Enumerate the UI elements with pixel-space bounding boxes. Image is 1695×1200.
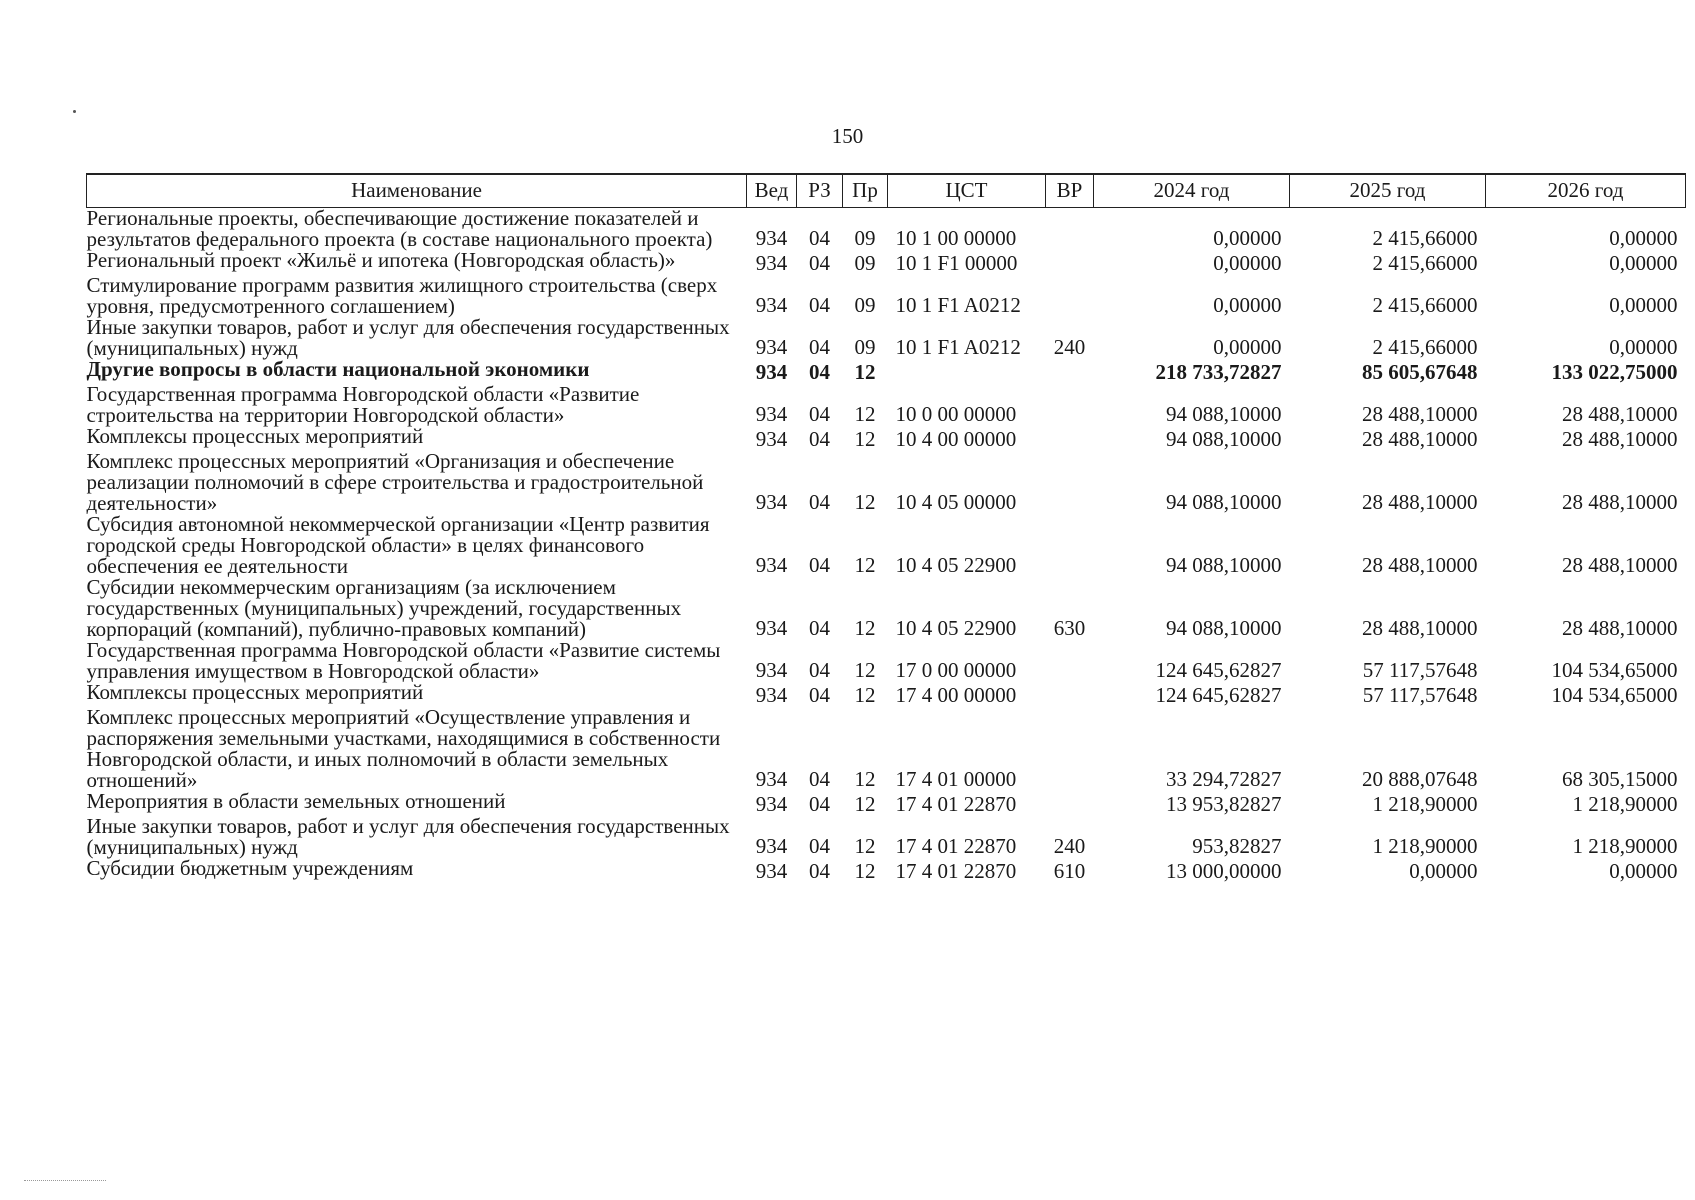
row-cst: 17 4 01 00000 (895, 767, 1017, 791)
row-rz: 04 (809, 251, 830, 275)
row-vr (1046, 426, 1094, 451)
budget-table (86, 173, 1686, 883)
row-2025: 85 605,67648 (1362, 360, 1478, 384)
row-ved: 934 (755, 360, 788, 384)
row-2025: 1 218,90000 (1372, 792, 1478, 816)
row-ved: 934 (755, 402, 788, 426)
row-pr: 12 (854, 427, 876, 451)
row-rz: 04 (809, 490, 830, 514)
row-ved: 934 (755, 490, 788, 514)
row-2026: 28 488,10000 (1562, 553, 1678, 577)
row-pr: 12 (854, 792, 876, 816)
row-ved: 934 (755, 683, 788, 707)
row-name: Государственная программа Новгородской области «Развитие системы управления имуществом в Новгородской области» (86, 638, 721, 683)
row-2024: 13 953,82827 (1166, 792, 1282, 816)
row-2026: 1 218,90000 (1572, 792, 1678, 816)
row-2024: 124 645,62827 (1155, 658, 1282, 682)
row-2024: 94 088,10000 (1166, 553, 1282, 577)
table-body (87, 208, 1686, 884)
row-vr (1046, 359, 1094, 384)
row-2025: 20 888,07648 (1362, 767, 1478, 791)
row-2024: 94 088,10000 (1166, 616, 1282, 640)
row-2026: 0,00000 (1609, 293, 1678, 317)
row-2025: 28 488,10000 (1362, 490, 1478, 514)
table-row (87, 208, 1686, 251)
table-row (87, 250, 1686, 275)
row-2024: 218 733,72827 (1155, 360, 1282, 384)
row-pr: 12 (854, 360, 876, 384)
row-rz: 04 (809, 767, 830, 791)
row-rz: 04 (809, 553, 830, 577)
row-name: Комплексы процессных мероприятий (86, 424, 424, 448)
row-2026: 68 305,15000 (1562, 767, 1678, 791)
row-name: Государственная программа Новгородской области «Развитие строительства на территории Новгородской области» (86, 382, 640, 427)
row-vr (1046, 250, 1094, 275)
table-row (87, 791, 1686, 816)
table-row (87, 359, 1686, 384)
row-rz: 04 (809, 335, 830, 359)
row-2025: 28 488,10000 (1362, 427, 1478, 451)
header-2026: 2026 год (1486, 174, 1686, 208)
table-row (87, 451, 1686, 514)
row-name: Иные закупки товаров, работ и услуг для обеспечения государственных (муниципальных) нужд (86, 814, 730, 859)
row-cst: 10 4 05 22900 (895, 616, 1017, 640)
row-cst: 10 4 05 22900 (895, 553, 1017, 577)
row-2025: 0,00000 (1409, 859, 1478, 883)
row-2025: 28 488,10000 (1362, 553, 1478, 577)
row-vr (1046, 451, 1094, 514)
row-rz: 04 (809, 402, 830, 426)
row-pr: 12 (854, 490, 876, 514)
row-2025: 57 117,57648 (1362, 683, 1478, 707)
header-2024: 2024 год (1094, 174, 1290, 208)
row-vr: 240 (1053, 834, 1086, 858)
row-cst: 10 0 00 00000 (895, 402, 1017, 426)
row-2024: 0,00000 (1213, 226, 1282, 250)
header-vr: ВР (1046, 174, 1094, 208)
row-name: Другие вопросы в области национальной экономики (86, 357, 590, 381)
row-vr (1046, 791, 1094, 816)
row-ved: 934 (755, 293, 788, 317)
row-rz: 04 (809, 834, 830, 858)
row-pr: 09 (854, 251, 876, 275)
row-ved: 934 (755, 658, 788, 682)
row-2024: 0,00000 (1213, 251, 1282, 275)
row-2025: 1 218,90000 (1372, 834, 1478, 858)
row-vr (1046, 514, 1094, 577)
row-2024: 124 645,62827 (1155, 683, 1282, 707)
row-2025: 28 488,10000 (1362, 616, 1478, 640)
row-2026: 0,00000 (1609, 859, 1678, 883)
row-rz: 04 (809, 226, 830, 250)
row-cst: 17 4 01 22870 (895, 792, 1017, 816)
row-2026: 0,00000 (1609, 335, 1678, 359)
row-2024: 94 088,10000 (1166, 490, 1282, 514)
row-2025: 2 415,66000 (1372, 293, 1478, 317)
row-2026: 28 488,10000 (1562, 402, 1678, 426)
row-ved: 934 (755, 335, 788, 359)
row-rz: 04 (809, 792, 830, 816)
row-pr: 12 (854, 834, 876, 858)
scan-mark (24, 1180, 106, 1182)
row-ved: 934 (755, 226, 788, 250)
row-2024: 13 000,00000 (1166, 859, 1282, 883)
row-rz: 04 (809, 658, 830, 682)
row-cst: 10 4 00 00000 (895, 427, 1017, 451)
row-rz: 04 (809, 616, 830, 640)
table-row (87, 682, 1686, 707)
row-2026: 0,00000 (1609, 251, 1678, 275)
row-2026: 133 022,75000 (1551, 360, 1678, 384)
table-row (87, 816, 1686, 858)
row-ved: 934 (755, 834, 788, 858)
row-2025: 2 415,66000 (1372, 226, 1478, 250)
row-cst: 10 1 F1 A0212 (895, 293, 1021, 317)
row-name: Субсидии некоммерческим организациям (за исключением государственных (муниципальных) учреждений, государственных корпораций (компаний), публично-правовых компаний) (86, 575, 682, 641)
row-pr: 12 (854, 402, 876, 426)
row-pr: 12 (854, 658, 876, 682)
row-ved: 934 (755, 616, 788, 640)
row-2025: 2 415,66000 (1372, 251, 1478, 275)
table-header (87, 174, 1686, 208)
row-2024: 33 294,72827 (1166, 767, 1282, 791)
row-pr: 09 (854, 335, 876, 359)
row-2026: 28 488,10000 (1562, 490, 1678, 514)
row-name: Иные закупки товаров, работ и услуг для обеспечения государственных (муниципальных) нужд (86, 315, 730, 360)
row-rz: 04 (809, 360, 830, 384)
row-name: Региональный проект «Жильё и ипотека (Новгородская область)» (86, 248, 676, 272)
row-name: Региональные проекты, обеспечивающие достижение показателей и результатов федерального проекта (в составе национального проекта) (86, 206, 713, 251)
row-cst: 17 4 01 22870 (895, 859, 1017, 883)
row-2024: 94 088,10000 (1166, 402, 1282, 426)
row-vr: 610 (1053, 859, 1086, 883)
row-pr: 12 (854, 859, 876, 883)
row-rz: 04 (809, 427, 830, 451)
table-row (87, 317, 1686, 359)
row-2025: 57 117,57648 (1362, 658, 1478, 682)
row-pr: 09 (854, 226, 876, 250)
row-pr: 12 (854, 767, 876, 791)
row-cst: 17 4 00 00000 (895, 683, 1017, 707)
row-vr: 240 (1053, 335, 1086, 359)
row-2024: 0,00000 (1213, 335, 1282, 359)
row-pr: 12 (854, 683, 876, 707)
table-row (87, 384, 1686, 426)
page-number: 150 (831, 124, 864, 148)
row-cst: 10 1 F1 00000 (895, 251, 1018, 275)
header-cst: ЦСТ (888, 174, 1046, 208)
row-2026: 28 488,10000 (1562, 427, 1678, 451)
header-2025: 2025 год (1290, 174, 1486, 208)
row-vr (1046, 707, 1094, 791)
row-cst: 17 4 01 22870 (895, 834, 1017, 858)
row-ved: 934 (755, 427, 788, 451)
row-cst: 10 1 F1 A0212 (895, 335, 1021, 359)
row-name: Субсидии бюджетным учреждениям (86, 856, 414, 880)
row-ved: 934 (755, 792, 788, 816)
row-ved: 934 (755, 859, 788, 883)
row-2025: 28 488,10000 (1362, 402, 1478, 426)
row-vr (1046, 384, 1094, 426)
row-ved: 934 (755, 553, 788, 577)
row-name: Комплекс процессных мероприятий «Осуществление управления и распоряжения земельными участками, находящимися в собственности Новгородской области, и иных полномочий в области земельных отношений» (86, 705, 721, 792)
row-vr (1046, 275, 1094, 317)
row-name: Мероприятия в области земельных отношений (86, 789, 506, 813)
header-name: Наименование (87, 174, 747, 208)
row-2024: 0,00000 (1213, 293, 1282, 317)
row-2026: 104 534,65000 (1551, 658, 1678, 682)
header-pr: Пр (843, 174, 888, 208)
row-cst (888, 359, 1046, 384)
row-ved: 934 (755, 767, 788, 791)
row-2026: 104 534,65000 (1551, 683, 1678, 707)
row-2025: 2 415,66000 (1372, 335, 1478, 359)
row-2026: 0,00000 (1609, 226, 1678, 250)
row-2024: 953,82827 (1192, 834, 1282, 858)
row-rz: 04 (809, 683, 830, 707)
table-row (87, 577, 1686, 640)
row-2026: 28 488,10000 (1562, 616, 1678, 640)
row-cst: 17 0 00 00000 (895, 658, 1017, 682)
row-vr (1046, 682, 1094, 707)
scan-speck (73, 110, 76, 113)
table-row (87, 514, 1686, 577)
row-rz: 04 (809, 293, 830, 317)
header-rz: РЗ (797, 174, 843, 208)
row-pr: 12 (854, 553, 876, 577)
header-ved: Вед (747, 174, 797, 208)
table-row (87, 707, 1686, 791)
row-rz: 04 (809, 859, 830, 883)
table-row (87, 275, 1686, 317)
row-vr (1046, 640, 1094, 682)
row-2026: 1 218,90000 (1572, 834, 1678, 858)
row-name: Комплекс процессных мероприятий «Организация и обеспечение реализации полномочий в сфере строительства и градостроительной деятельности» (86, 449, 704, 515)
row-name: Субсидия автономной некоммерческой организации «Центр развития городской среды Новгородской области» в целях финансового обеспечения ее деятельности (86, 512, 710, 578)
row-pr: 12 (854, 616, 876, 640)
row-cst: 10 1 00 00000 (895, 226, 1017, 250)
row-pr: 09 (854, 293, 876, 317)
table-row (87, 426, 1686, 451)
row-vr: 630 (1053, 616, 1086, 640)
row-name: Стимулирование программ развития жилищного строительства (сверх уровня, предусмотренного соглашением) (86, 273, 718, 318)
table-row (87, 640, 1686, 682)
row-ved: 934 (755, 251, 788, 275)
row-cst: 10 4 05 00000 (895, 490, 1017, 514)
row-2024: 94 088,10000 (1166, 427, 1282, 451)
table-row (87, 858, 1686, 883)
row-vr (1046, 208, 1094, 251)
row-name: Комплексы процессных мероприятий (86, 680, 424, 704)
